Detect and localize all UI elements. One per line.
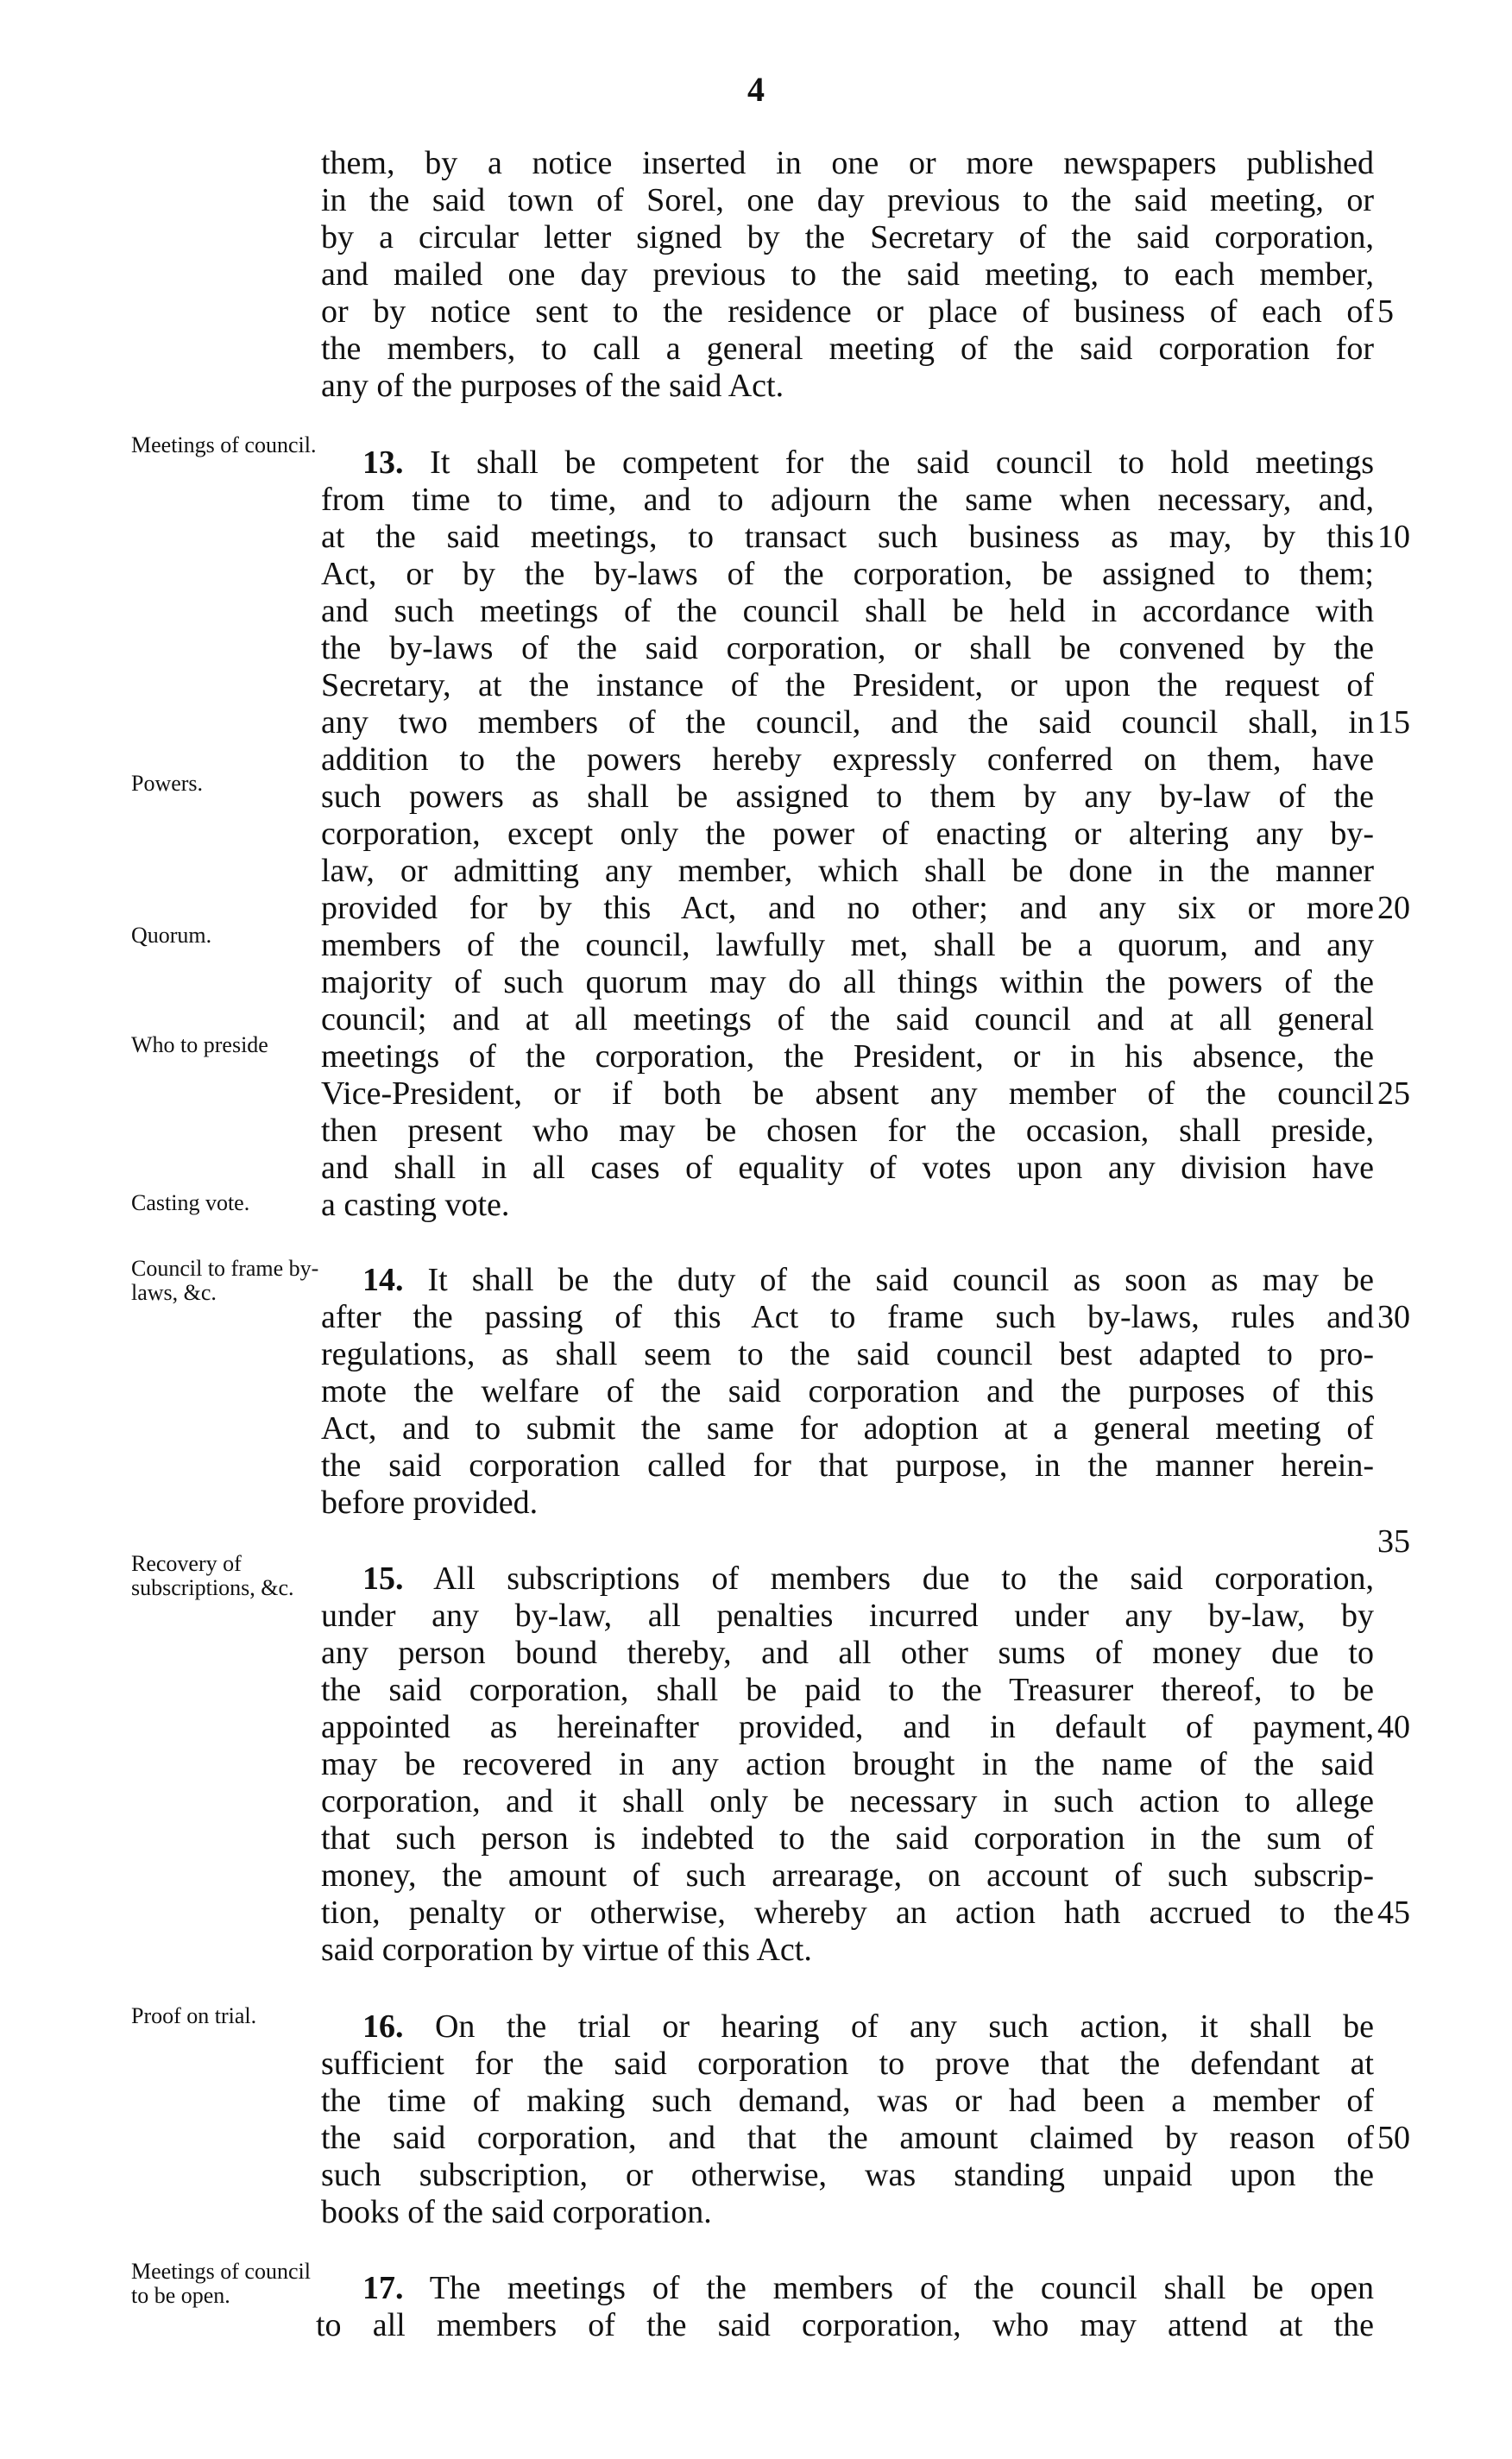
line-text: money, the amount of such arrearage, on account of such subscrip- xyxy=(321,1857,1374,1894)
text-line xyxy=(321,482,1374,519)
margin-note: Council to frame by-laws, &c. xyxy=(131,1256,319,1305)
line-text: may be recovered in any action brought in the name of the said xyxy=(321,1746,1374,1782)
line-text: books of the said corporation. xyxy=(321,2194,712,2230)
line-text: and shall in all cases of equality of votes upon any division have xyxy=(321,1150,1374,1186)
text-line xyxy=(321,331,1374,368)
text-line xyxy=(321,219,1374,256)
line-text: then present who may be chosen for the occasion, shall preside, xyxy=(321,1113,1374,1149)
margin-note: Casting vote. xyxy=(131,1190,250,1215)
line-text: majority of such quorum may do all things within the powers of the xyxy=(321,964,1374,1000)
line-text: sufficient for the said corporation to prove that the defendant at xyxy=(321,2046,1374,2082)
text-line xyxy=(321,927,1374,964)
text-line xyxy=(321,1038,1374,1075)
line-text: the by-laws of the said corporation, or shall be convened by the xyxy=(321,630,1374,666)
line-text: It shall be competent for the said council to hold meetings xyxy=(430,445,1374,481)
text-line xyxy=(321,1001,1374,1038)
text-line xyxy=(321,1113,1374,1150)
margin-note: Recovery of subscriptions, &c. xyxy=(131,1551,294,1600)
text-line xyxy=(321,1373,1374,1410)
line-text: Secretary, at the instance of the President, or upon the request of xyxy=(321,667,1374,703)
text-line xyxy=(321,2120,1374,2157)
section-number: 14. xyxy=(362,1262,404,1298)
margin-note: Meetings of council. xyxy=(131,432,317,457)
text-line xyxy=(321,1783,1374,1820)
line-text: regulations, as shall seem to the said council best adapted to pro- xyxy=(321,1336,1374,1372)
text-line xyxy=(321,890,1374,927)
margin-note: Proof on trial. xyxy=(131,2003,257,2028)
line-text: and such meetings of the council shall be held in accordance with xyxy=(321,593,1374,629)
line-text: such powers as shall be assigned to them by any by-law of the xyxy=(321,779,1374,815)
text-line xyxy=(321,667,1374,704)
margin-note: Meetings of council to be open. xyxy=(131,2259,311,2308)
line-text: after the passing of this Act to frame such by-laws, rules and xyxy=(321,1299,1374,1335)
line-text: corporation, and it shall only be necessary in such action to allege xyxy=(321,1783,1374,1819)
line-text: provided for by this Act, and no other; and any six or more xyxy=(321,890,1374,926)
line-text: appointed as hereinafter provided, and in default of payment, xyxy=(321,1709,1374,1745)
text-line xyxy=(321,779,1374,816)
text-line xyxy=(321,1895,1374,1932)
line-number: 25 xyxy=(1377,1075,1410,1112)
text-line xyxy=(321,182,1374,219)
line-text: On the trial or hearing of any such action, it shall be xyxy=(434,2008,1374,2045)
line-text: any of the purposes of the said Act. xyxy=(321,368,784,404)
line-text: The meetings of the members of the council shall be open xyxy=(429,2270,1374,2306)
page-number: 4 xyxy=(747,70,765,109)
line-number: 50 xyxy=(1377,2120,1410,2156)
line-number: 20 xyxy=(1377,890,1410,926)
text-line xyxy=(321,741,1374,779)
line-text: said corporation by virtue of this Act. xyxy=(321,1932,812,1968)
section-number: 13. xyxy=(362,445,404,481)
line-number: 15 xyxy=(1377,704,1410,741)
line-text: law, or admitting any member, which shall be done in the manner xyxy=(321,853,1374,889)
text-line xyxy=(321,1709,1374,1746)
line-text: mote the welfare of the said corporation and the purposes of this xyxy=(321,1373,1374,1409)
text-line xyxy=(321,1299,1374,1336)
line-text: in the said town of Sorel, one day previous to the said meeting, or xyxy=(321,182,1374,218)
text-line xyxy=(321,256,1374,293)
text-line xyxy=(321,964,1374,1001)
margin-note: Quorum. xyxy=(131,923,212,948)
text-line xyxy=(321,853,1374,890)
line-text: before provided. xyxy=(321,1485,539,1521)
text-line xyxy=(321,293,1374,331)
text-line xyxy=(321,1150,1374,1187)
line-text: All subscriptions of members due to the said corporation, xyxy=(433,1561,1375,1597)
line-number: 30 xyxy=(1377,1299,1410,1335)
text-line xyxy=(321,630,1374,667)
text-line xyxy=(321,519,1374,556)
text-line xyxy=(321,145,1374,182)
section-number: 16. xyxy=(362,2008,404,2045)
line-number: 10 xyxy=(1377,519,1410,555)
line-number: 5 xyxy=(1377,293,1394,330)
text-line xyxy=(321,1820,1374,1857)
line-text: members of the council, lawfully met, shall be a quorum, and any xyxy=(321,927,1374,963)
text-line xyxy=(321,2194,1374,2231)
line-text: under any by-law, all penalties incurred under any by-law, by xyxy=(321,1598,1374,1634)
line-text: them, by a notice inserted in one or more newspapers published xyxy=(321,145,1374,181)
line-text: the time of making such demand, was or had been a member of xyxy=(321,2083,1374,2119)
line-text: meetings of the corporation, the President, or in his absence, the xyxy=(321,1038,1374,1075)
text-line xyxy=(321,1187,1374,1224)
line-text: Vice-President, or if both be absent any member of the council xyxy=(321,1075,1374,1112)
text-line xyxy=(321,1447,1374,1485)
line-text: corporation, except only the power of enacting or altering any by- xyxy=(321,816,1374,852)
text-line xyxy=(321,1672,1374,1709)
line-text: at the said meetings, to transact such business as may, by this xyxy=(321,519,1374,555)
line-text: a casting vote. xyxy=(321,1187,510,1223)
text-line xyxy=(321,556,1374,593)
line-text: the members, to call a general meeting of the said corporation for xyxy=(321,331,1374,367)
text-line xyxy=(321,1485,1374,1522)
line-text: council; and at all meetings of the said council and at all general xyxy=(321,1001,1374,1037)
line-text: to all members of the said corporation, who may attend at the xyxy=(316,2307,1374,2343)
section-number: 15. xyxy=(362,1561,404,1597)
margin-note: Powers. xyxy=(131,771,204,796)
line-text: and mailed one day previous to the said meeting, to each member, xyxy=(321,256,1374,293)
line-text: addition to the powers hereby expressly conferred on them, have xyxy=(321,741,1374,778)
text-line xyxy=(321,593,1374,630)
line-text: tion, penalty or otherwise, whereby an action hath accrued to the xyxy=(321,1895,1374,1931)
line-text: any two members of the council, and the said council shall, in xyxy=(321,704,1374,741)
text-line xyxy=(316,2307,1374,2344)
text-line xyxy=(362,2270,1374,2307)
line-number: 45 xyxy=(1377,1895,1410,1931)
line-text: from time to time, and to adjourn the same when necessary, and, xyxy=(321,482,1374,518)
text-line xyxy=(321,368,1374,405)
text-line xyxy=(362,1262,1374,1299)
line-text: any person bound thereby, and all other sums of money due to xyxy=(321,1635,1374,1671)
text-line xyxy=(321,2083,1374,2120)
line-text: the said corporation called for that purpose, in the manner herein- xyxy=(321,1447,1374,1484)
text-line xyxy=(321,1336,1374,1373)
line-text: It shall be the duty of the said council as soon as may be xyxy=(427,1262,1374,1298)
line-text: the said corporation, and that the amount claimed by reason of xyxy=(321,2120,1374,2156)
text-line xyxy=(321,1857,1374,1895)
line-text: the said corporation, shall be paid to the Treasurer thereof, to be xyxy=(321,1672,1374,1708)
text-line xyxy=(362,2008,1374,2046)
line-text: that such person is indebted to the said corporation in the sum of xyxy=(321,1820,1374,1857)
margin-note: Who to preside xyxy=(131,1032,268,1057)
text-line xyxy=(321,2157,1374,2194)
line-text: such subscription, or otherwise, was standing unpaid upon the xyxy=(321,2157,1374,2193)
text-line xyxy=(362,1561,1374,1598)
text-line xyxy=(321,1598,1374,1635)
line-text: Act, or by the by-laws of the corporation, be assigned to them; xyxy=(321,556,1374,592)
text-line xyxy=(321,704,1374,741)
text-line xyxy=(321,816,1374,853)
text-line xyxy=(321,1635,1374,1672)
line-number: 35 xyxy=(1377,1523,1410,1560)
text-line xyxy=(321,1075,1374,1113)
text-line xyxy=(321,1746,1374,1783)
text-line xyxy=(321,1410,1374,1447)
text-line xyxy=(321,2046,1374,2083)
line-number: 40 xyxy=(1377,1709,1410,1745)
line-text: Act, and to submit the same for adoption at a general meeting of xyxy=(321,1410,1374,1447)
line-text: or by notice sent to the residence or place of business of each of xyxy=(321,293,1374,330)
line-text: by a circular letter signed by the Secretary of the said corporation, xyxy=(321,219,1374,255)
section-number: 17. xyxy=(362,2270,404,2306)
text-line xyxy=(362,445,1374,482)
text-line xyxy=(321,1932,1374,1969)
